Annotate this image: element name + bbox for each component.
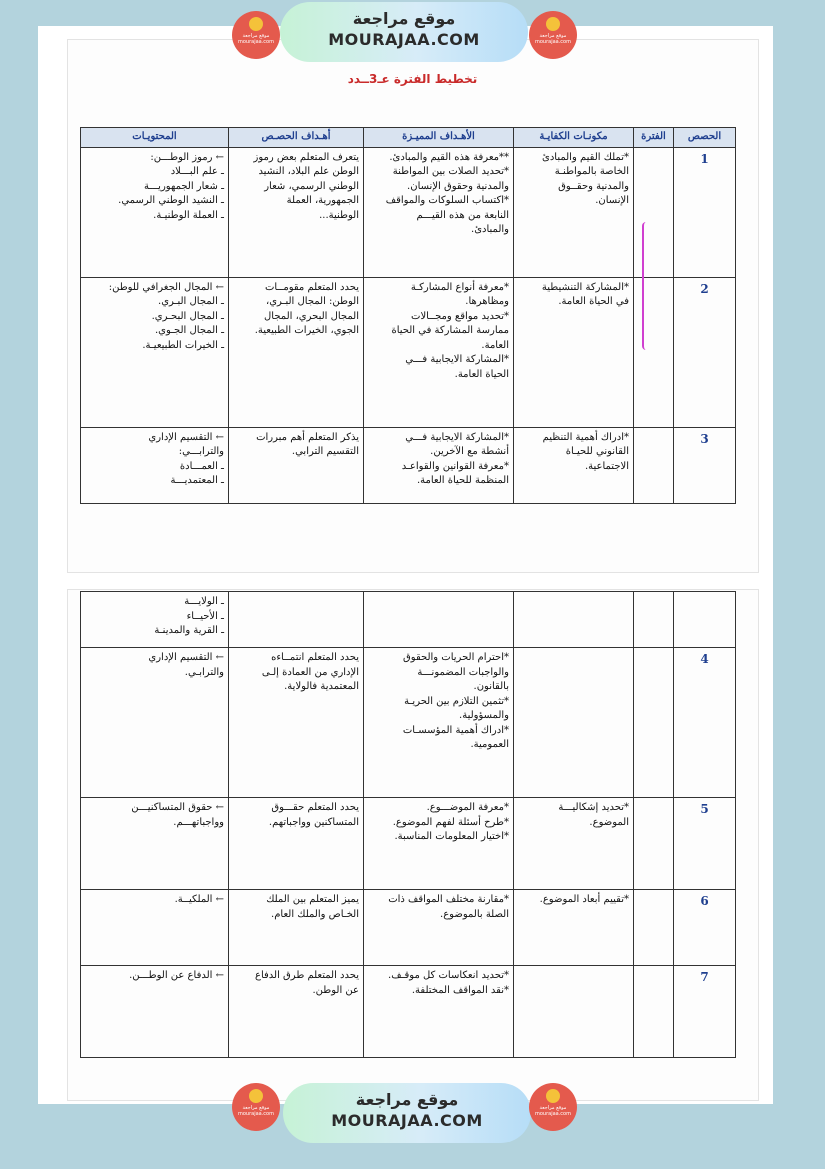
cell-line: *مقارنة مختلف المواقف ذات: [388, 894, 509, 905]
cell-line: *المشاركة الايجابية فـــي: [405, 431, 509, 443]
cell-line: المعتمدية فالولاية.: [284, 681, 359, 692]
cell-line: *تحديد الصلات بين المواطنة: [392, 166, 509, 177]
competence-cell: [514, 648, 634, 798]
cell-line: الحياة العامة.: [454, 368, 509, 380]
header-badge-arabic: موقع مراجعة: [352, 9, 456, 28]
cell-line: القانوني للحيـاة: [565, 446, 629, 457]
cell-line: أنشطة مع الآخرين.: [430, 446, 509, 457]
contents-cell: [81, 277, 229, 427]
session-goals-cell: [229, 592, 364, 648]
competence-cell: [514, 427, 634, 503]
competence-cell: [514, 966, 634, 1058]
header-period: الفترة: [634, 128, 674, 148]
footer-site-badge[interactable]: [283, 1083, 531, 1143]
site-logo-icon: [232, 11, 280, 59]
session-goals-cell: [229, 277, 364, 427]
cell-line: ـ شعار الجمهوريـــة: [144, 180, 224, 192]
logo-text-ar: موقع مراجعة: [242, 33, 270, 39]
cell-line: *تملك القيم والمبادئ: [542, 151, 629, 163]
session-goals-cell: [229, 798, 364, 890]
cell-line: والمبادئ.: [471, 224, 509, 235]
objectives-cell: [364, 592, 514, 648]
cell-line: يحدد المتعلم مقومــات: [265, 281, 359, 293]
cell-line: *تحديد مواقع ومجــالات: [411, 310, 509, 322]
cell-line: *المشاركة التنشيطية: [541, 281, 629, 293]
competence-cell: [514, 277, 634, 427]
logo-text-en: mourajaa.com: [534, 1111, 571, 1117]
cell-line: والواجبات المضمونـــة: [417, 666, 509, 678]
cell-line: ـ المجال الجـوي.: [154, 325, 224, 336]
table-header-row: [81, 128, 736, 148]
cell-line: الإداري من العمادة إلـى: [261, 666, 359, 678]
cell-line: والمدنية وحقــوق: [558, 180, 629, 192]
cell-line: المجال البحري، المجال: [264, 310, 359, 322]
cell-line: ← حقوق المتساكنيـــن: [131, 802, 224, 813]
cell-line: الإنسان.: [595, 195, 629, 206]
cell-line: ـ المعتمديـــة: [170, 475, 224, 486]
objectives-cell: [364, 147, 514, 277]
period-cell: [634, 427, 674, 503]
cell-line: ـ الأحيــاء: [186, 610, 224, 622]
cell-line: ممارسة المشاركة في الحياة: [391, 325, 509, 336]
logo-mark-icon: [249, 1089, 263, 1103]
cell-line: المتساكنين وواجباتهم.: [268, 816, 359, 828]
contents-cell: [81, 648, 229, 798]
period-bracket-mark: [642, 222, 656, 350]
logo-text-ar: موقع مراجعة: [242, 1105, 270, 1111]
table-row: [81, 648, 736, 798]
contents-cell: [81, 798, 229, 890]
contents-cell: [81, 427, 229, 503]
cell-line: ـ المجال البحـري.: [151, 310, 224, 322]
cell-line: يحدد المتعلم انتمــاءه: [271, 652, 359, 663]
cell-line: الصلة بالموضوع.: [440, 908, 509, 920]
header-competence: مكونـات الكفايـة: [514, 128, 634, 148]
cell-line: الجوي، الخيرات الطبيعية.: [254, 325, 359, 336]
cell-line: بالقانون.: [473, 681, 509, 692]
cell-line: العامة.: [481, 339, 509, 351]
cell-line: والمدنية وحقوق الإنسان.: [407, 180, 509, 192]
contents-cell: [81, 147, 229, 277]
cell-line: ـ العملة الوطنيـة.: [153, 209, 224, 221]
cell-line: الخاصة بالمواطنـة: [554, 166, 629, 177]
cell-line: يتعرف المتعلم بعض رموز: [253, 151, 359, 163]
session-goals-cell: [229, 147, 364, 277]
cell-line: ومظاهرها.: [465, 296, 509, 307]
logo-text-ar: موقع مراجعة: [539, 1105, 567, 1111]
table-row: [81, 890, 736, 966]
logo-text-ar: موقع مراجعة: [539, 33, 567, 39]
cell-line: المنظمة للحياة العامة.: [416, 475, 509, 486]
cell-line: *تثمين التلازم بين الحريـة: [404, 695, 509, 707]
session-goals-cell: [229, 966, 364, 1058]
objectives-cell: [364, 966, 514, 1058]
competence-cell: [514, 147, 634, 277]
footer-badge-arabic: موقع مراجعة: [355, 1090, 459, 1109]
cell-line: الوطنية...: [319, 209, 359, 221]
cell-line: ـ النشيد الوطني الرسمي.: [118, 195, 224, 206]
header-objectives: الأهـداف المميـزة: [364, 128, 514, 148]
cell-line: *المشاركة الايجابية فـــي: [405, 354, 509, 365]
session-goals-cell: [229, 427, 364, 503]
cell-line: الوطن علم البلاد، النشيد: [258, 166, 359, 177]
logo-text-en: mourajaa.com: [237, 39, 274, 45]
cell-line: ← الملكيــة.: [174, 894, 224, 905]
site-logo-icon: [232, 1083, 280, 1131]
planning-table-page-2: [80, 591, 736, 1058]
cell-line: التقسيم الترابي.: [291, 446, 359, 457]
cell-line: *معرفة أنواع المشاركـة: [410, 281, 509, 293]
cell-line: النابعة من هذه القيـــم: [416, 209, 509, 221]
cell-line: *معرفة الموضـــوع.: [426, 802, 509, 813]
cell-line: والمسؤولية.: [459, 710, 509, 721]
contents-cell: [81, 592, 229, 648]
session-number-cell: 7: [674, 966, 736, 1058]
cell-line: يحدد المتعلم حقـــوق: [271, 802, 359, 813]
session-number-cell: 4: [674, 648, 736, 798]
cell-line: *ادراك أهمية المؤسسـات: [402, 724, 509, 736]
cell-line: ← التقسيم الإداري: [148, 431, 224, 443]
table-row: [81, 798, 736, 890]
objectives-cell: [364, 427, 514, 503]
period-cell: [634, 798, 674, 890]
cell-line: عن الوطن.: [312, 984, 359, 996]
period-cell: [634, 890, 674, 966]
table-row: [81, 147, 736, 277]
cell-line: يميز المتعلم بين الملك: [266, 894, 359, 905]
cell-line: ← المجال الجغرافي للوطن:: [108, 281, 224, 293]
session-number-cell: 2: [674, 277, 736, 427]
cell-line: ـ المجال البـري.: [158, 296, 224, 307]
objectives-cell: [364, 648, 514, 798]
session-goals-cell: [229, 890, 364, 966]
cell-line: وواجباتهـــم.: [173, 816, 224, 828]
cell-line: **معرفة هذه القيم والمبادئ.: [389, 151, 509, 163]
cell-line: *نقد المواقف المختلفة.: [411, 984, 509, 996]
cell-line: الخـاص والملك العام.: [271, 908, 359, 920]
logo-mark-icon: [546, 1089, 560, 1103]
session-number-cell: 1: [674, 147, 736, 277]
session-goals-cell: [229, 648, 364, 798]
competence-cell: [514, 890, 634, 966]
cell-line: ـ القرية والمدينـة: [154, 625, 224, 636]
footer-badge-latin: MOURAJAA.COM: [331, 1111, 483, 1130]
logo-text-en: mourajaa.com: [237, 1111, 274, 1117]
cell-line: والترابـي.: [184, 666, 224, 678]
session-number-cell: 5: [674, 798, 736, 890]
table-row: [81, 592, 736, 648]
competence-cell: [514, 592, 634, 648]
cell-line: والترابـــي:: [178, 446, 224, 457]
cell-line: ← الدفاع عن الوطـــن.: [129, 970, 224, 981]
cell-line: في الحياة العامة.: [558, 296, 629, 307]
cell-line: الاجتماعية.: [584, 460, 629, 472]
header-session-goals: أهـداف الحصـص: [229, 128, 364, 148]
cell-line: الوطن: المجال البـري،: [265, 296, 359, 307]
cell-line: *اكتساب السلوكات والمواقف: [385, 195, 509, 206]
period-cell: [634, 966, 674, 1058]
objectives-cell: [364, 798, 514, 890]
session-number-cell: [674, 592, 736, 648]
cell-line: *تحديد إشكاليـــة: [558, 802, 629, 813]
cell-line: ـ العمـــادة: [179, 460, 224, 472]
cell-line: ← رموز الوطـــن:: [150, 151, 224, 163]
cell-line: العمومية.: [470, 739, 509, 750]
competence-cell: [514, 798, 634, 890]
logo-mark-icon: [249, 17, 263, 31]
header-badge-latin: MOURAJAA.COM: [328, 30, 480, 49]
contents-cell: [81, 966, 229, 1058]
cell-line: *معرفة القوانين والقواعـد: [401, 460, 509, 472]
cell-line: الوطني الرسمي، شعار: [264, 180, 359, 192]
header-site-badge[interactable]: [280, 2, 528, 62]
cell-line: ـ الخيرات الطبيعيـة.: [142, 339, 224, 351]
cell-line: ← التقسيم الإداري: [148, 652, 224, 663]
objectives-cell: [364, 277, 514, 427]
cell-line: ـ الولايـــة: [184, 596, 224, 607]
cell-line: الموضوع.: [589, 816, 629, 828]
session-number-cell: 6: [674, 890, 736, 966]
site-logo-icon: [529, 11, 577, 59]
cell-line: *ادراك أهمية التنظيم: [542, 431, 629, 443]
header-contents: المحتويـات: [81, 128, 229, 148]
cell-line: ـ علم البـــلاد: [170, 166, 224, 177]
cell-line: يذكر المتعلم أهم مبررات: [256, 431, 359, 443]
cell-line: *اختيار المعلومات المناسبة.: [394, 831, 509, 842]
logo-mark-icon: [546, 17, 560, 31]
contents-cell: [81, 890, 229, 966]
planning-table-page-1: [80, 127, 736, 504]
plan-title: تخطيط الفترة عـ3ــدد: [347, 72, 478, 86]
session-number-cell: 3: [674, 427, 736, 503]
cell-line: يحدد المتعلم طرق الدفاع: [255, 970, 359, 981]
site-logo-icon: [529, 1083, 577, 1131]
cell-line: *طرح أسئلة لفهم الموضوع.: [392, 816, 509, 828]
objectives-cell: [364, 890, 514, 966]
cell-line: *تحديد انعكاسات كل موقـف.: [388, 970, 509, 981]
header-sessions: الحصص: [674, 128, 736, 148]
cell-line: *تقييم أبعاد الموضوع.: [539, 894, 629, 905]
table-row: [81, 427, 736, 503]
cell-line: الجمهورية، العملة: [286, 195, 359, 206]
table-row: [81, 966, 736, 1058]
period-cell: [634, 648, 674, 798]
period-cell: [634, 592, 674, 648]
table-row: [81, 277, 736, 427]
cell-line: *احترام الحريات والحقوق: [403, 652, 509, 663]
logo-text-en: mourajaa.com: [534, 39, 571, 45]
